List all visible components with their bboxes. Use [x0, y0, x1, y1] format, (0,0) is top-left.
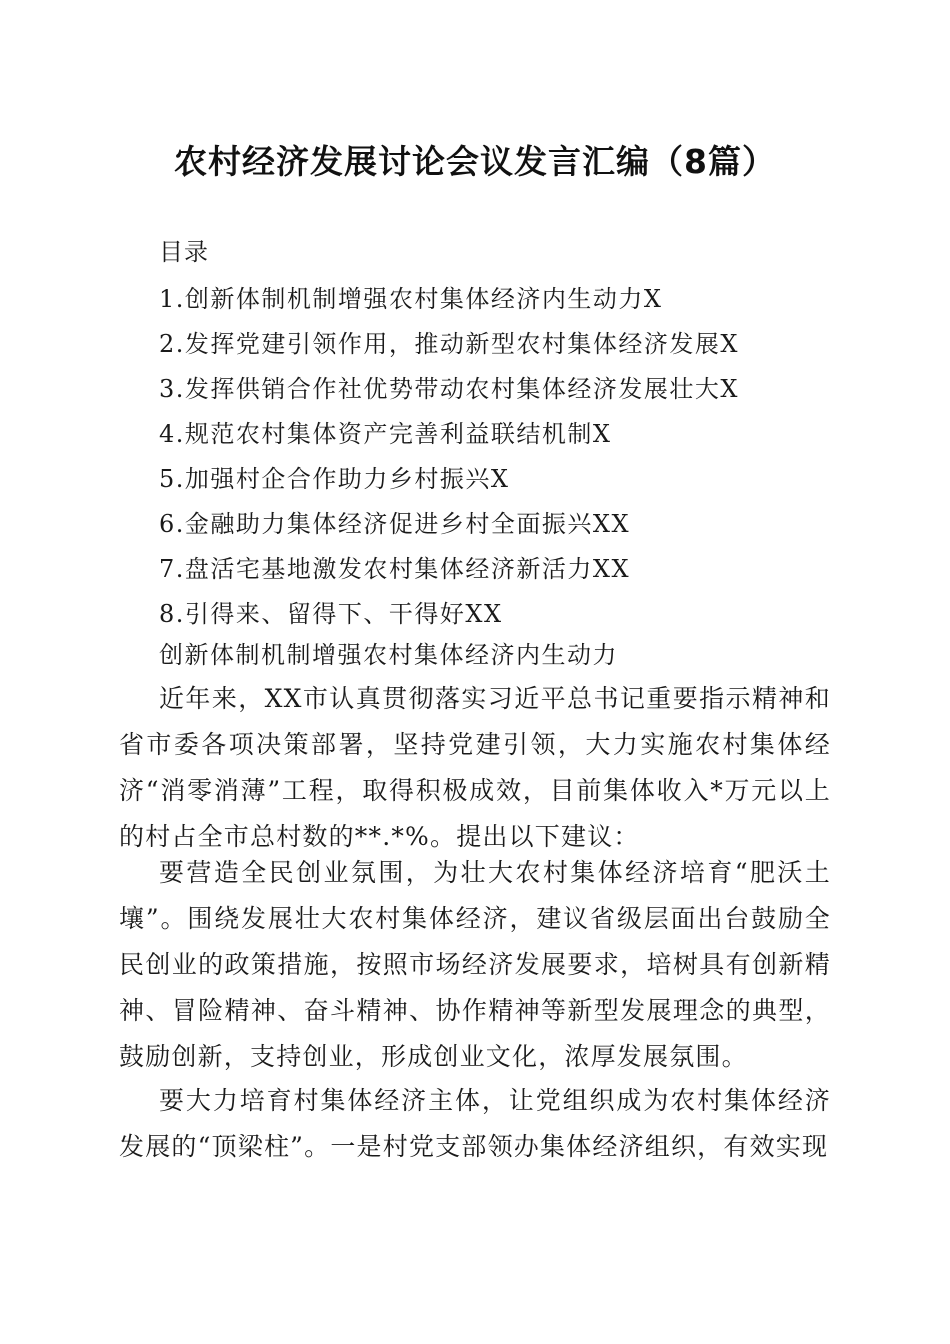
- toc-heading: 目录: [159, 238, 209, 266]
- body-paragraph: 要大力培育村集体经济主体，让党组织成为农村集体经济发展的“顶梁柱”。一是村党支部领办集体经济组织，有效实现: [119, 1086, 831, 1161]
- section-title: 创新体制机制增强农村集体经济内生动力: [159, 641, 618, 669]
- toc-item: 4.规范农村集体资产完善利益联结机制X: [159, 420, 612, 448]
- toc-item: 3.发挥供销合作社优势带动农村集体经济发展壮大X: [159, 375, 739, 403]
- toc-item: 2.发挥党建引领作用，推动新型农村集体经济发展X: [159, 330, 739, 358]
- toc-item: 6.金融助力集体经济促进乡村全面振兴XX: [159, 510, 631, 538]
- body-paragraph: 近年来，XX市认真贯彻落实习近平总书记重要指示精神和省市委各项决策部署，坚持党建引领，大力实施农村集体经济“消零消薄”工程，取得积极成效，目前集体收入*万元以上的村占全市总村数的**.*%。提出以下建议：: [119, 684, 831, 851]
- table-of-contents: [159, 277, 739, 637]
- toc-item: 8.引得来、留得下、干得好XX: [159, 600, 503, 628]
- toc-item: 1.创新体制机制增强农村集体经济内生动力X: [159, 285, 663, 313]
- toc-item: 7.盘活宅基地激发农村集体经济新活力XX: [159, 555, 631, 583]
- toc-item: 5.加强村企合作助力乡村振兴X: [159, 465, 510, 493]
- document-title: 农村经济发展讨论会议发言汇编（8篇）: [174, 142, 776, 181]
- body-paragraph: 要营造全民创业氛围，为壮大农村集体经济培育“肥沃土壤”。围绕发展壮大农村集体经济，建议省级层面出台鼓励全民创业的政策措施，按照市场经济发展要求，培树具有创新精神、冒险精神、奋斗精神、协作精神等新型发展理念的典型，鼓励创新，支持创业，形成创业文化，浓厚发展氛围。: [119, 858, 831, 1071]
